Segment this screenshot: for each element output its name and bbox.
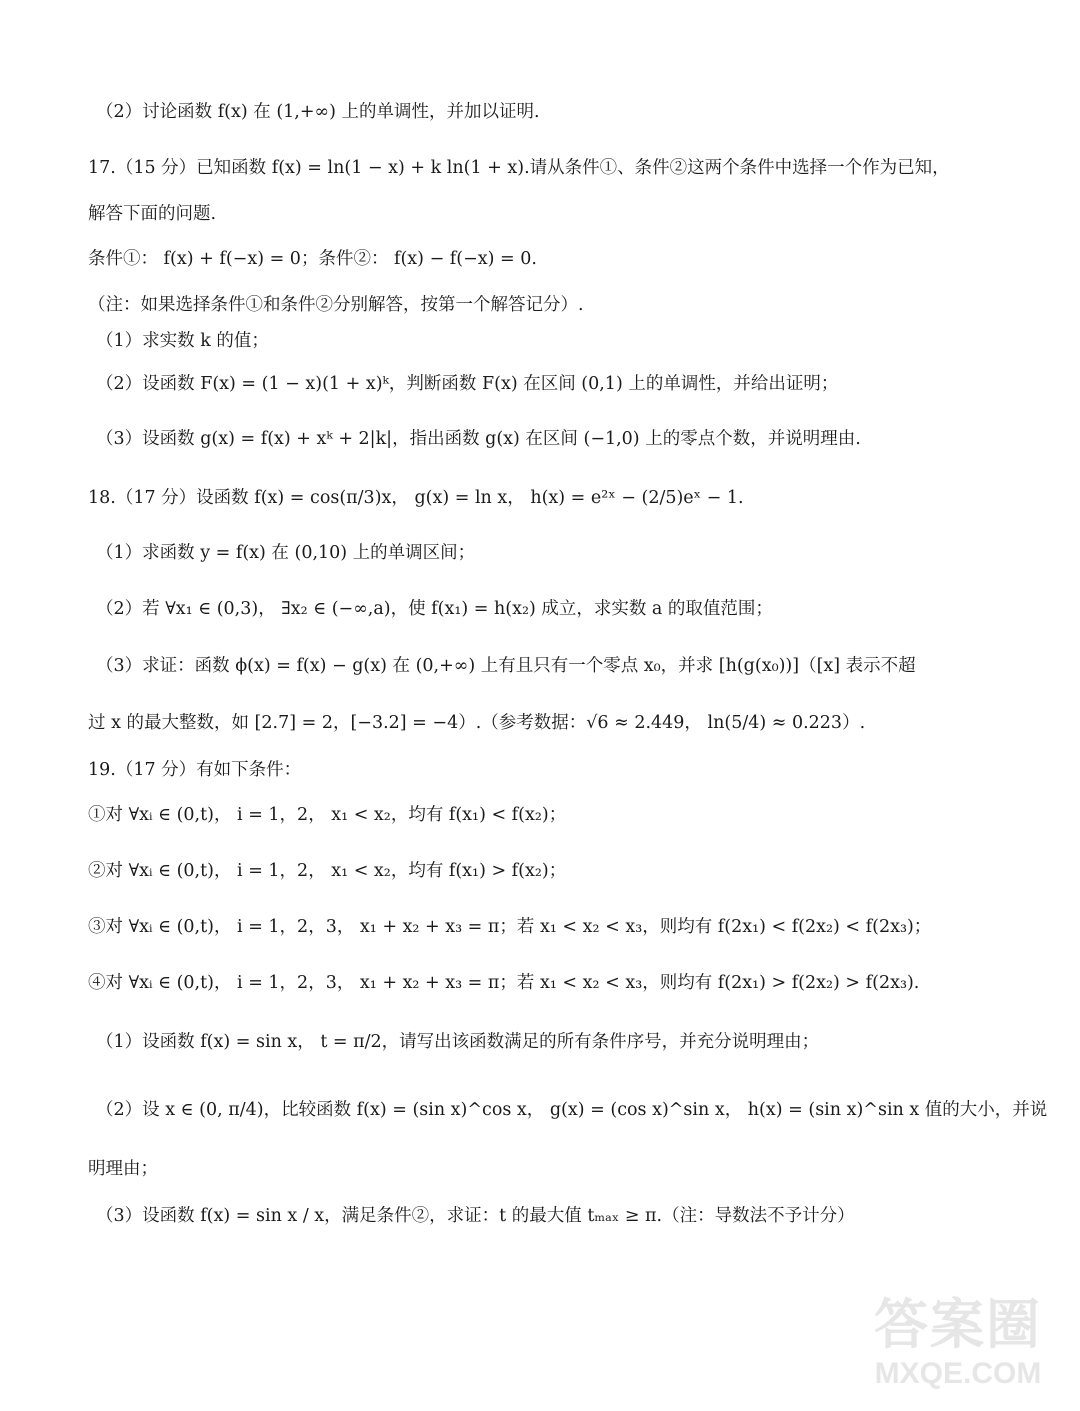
q19-part2-cont: 明理由； [88,1159,158,1179]
q19-part3: （3）设函数 f(x) = sin x / x，满足条件②，求证：t 的最大值 tₘₐₓ ≥ π.（注：导数法不予计分） [96,1206,855,1226]
q19-condition-2: ②对 ∀xᵢ ∈ (0,t)， i = 1，2， x₁ < x₂，均有 f(x₁) > f(x₂)； [88,861,567,881]
q17-part3: （3）设函数 g(x) = f(x) + xᵏ + 2|k|，指出函数 g(x) 在区间 (−1,0) 上的零点个数，并说明理由. [96,429,861,449]
q18-part3: （3）求证：函数 ϕ(x) = f(x) − g(x) 在 (0,+∞) 上有且只有一个零点 x₀，并求 [h(g(x₀))]（[x] 表示不超 [96,656,916,676]
q17-stem-cont: 解答下面的问题. [88,204,217,224]
watermark-cn: 答案圈 [874,1293,1042,1356]
q18-part1: （1）求函数 y = f(x) 在 (0,10) 上的单调区间； [96,543,476,563]
q17-part2: （2）设函数 F(x) = (1 − x)(1 + x)ᵏ，判断函数 F(x) 在区间 (0,1) 上的单调性，并给出证明； [96,374,839,394]
q19-stem: 19.（17 分）有如下条件： [88,760,302,780]
q19-part1: （1）设函数 f(x) = sin x， t = π/2，请写出该函数满足的所有条件序号，并充分说明理由； [96,1032,820,1052]
q17-part1: （1）求实数 k 的值； [96,331,269,351]
q19-condition-4: ④对 ∀xᵢ ∈ (0,t)， i = 1，2，3， x₁ + x₂ + x₃ = π；若 x₁ < x₂ < x₃，则均有 f(2x₁) > f(2x₂) > f(2x₃). [88,973,920,993]
q18-part3-cont: 过 x 的最大整数，如 [2.7] = 2，[−3.2] = −4）.（参考数据：√6 ≈ 2.449， ln(5/4) ≈ 0.223）. [88,713,866,733]
q16-part2: （2）讨论函数 f(x) 在 (1,+∞) 上的单调性，并加以证明. [96,102,540,122]
q19-condition-3: ③对 ∀xᵢ ∈ (0,t)， i = 1，2，3， x₁ + x₂ + x₃ = π；若 x₁ < x₂ < x₃，则均有 f(2x₁) < f(2x₂) < f(2x₃)； [88,917,932,937]
q17-conditions: 条件①： f(x) + f(−x) = 0；条件②： f(x) − f(−x) = 0. [88,249,537,269]
q18-stem: 18.（17 分）设函数 f(x) = cos(π/3)x， g(x) = ln x， h(x) = e²ˣ − (2/5)eˣ − 1. [88,488,744,508]
watermark-en: MXQE.COM [874,1357,1042,1390]
q18-part2: （2）若 ∀x₁ ∈ (0,3)， ∃x₂ ∈ (−∞,a)，使 f(x₁) = h(x₂) 成立，求实数 a 的取值范围； [96,599,773,619]
watermark-logo [858,1293,1058,1403]
q19-part2: （2）设 x ∈ (0, π/4)，比较函数 f(x) = (sin x)^cos x， g(x) = (cos x)^sin x， h(x) = (sin x)^sin x 值的大小，并说 [96,1100,1048,1120]
q17-stem: 17.（15 分）已知函数 f(x) = ln(1 − x) + k ln(1 + x).请从条件①、条件②这两个条件中选择一个作为已知， [88,158,950,178]
q17-note: （注：如果选择条件①和条件②分别解答，按第一个解答记分）. [88,295,584,315]
q19-condition-1: ①对 ∀xᵢ ∈ (0,t)， i = 1，2， x₁ < x₂，均有 f(x₁) < f(x₂)； [88,805,567,825]
